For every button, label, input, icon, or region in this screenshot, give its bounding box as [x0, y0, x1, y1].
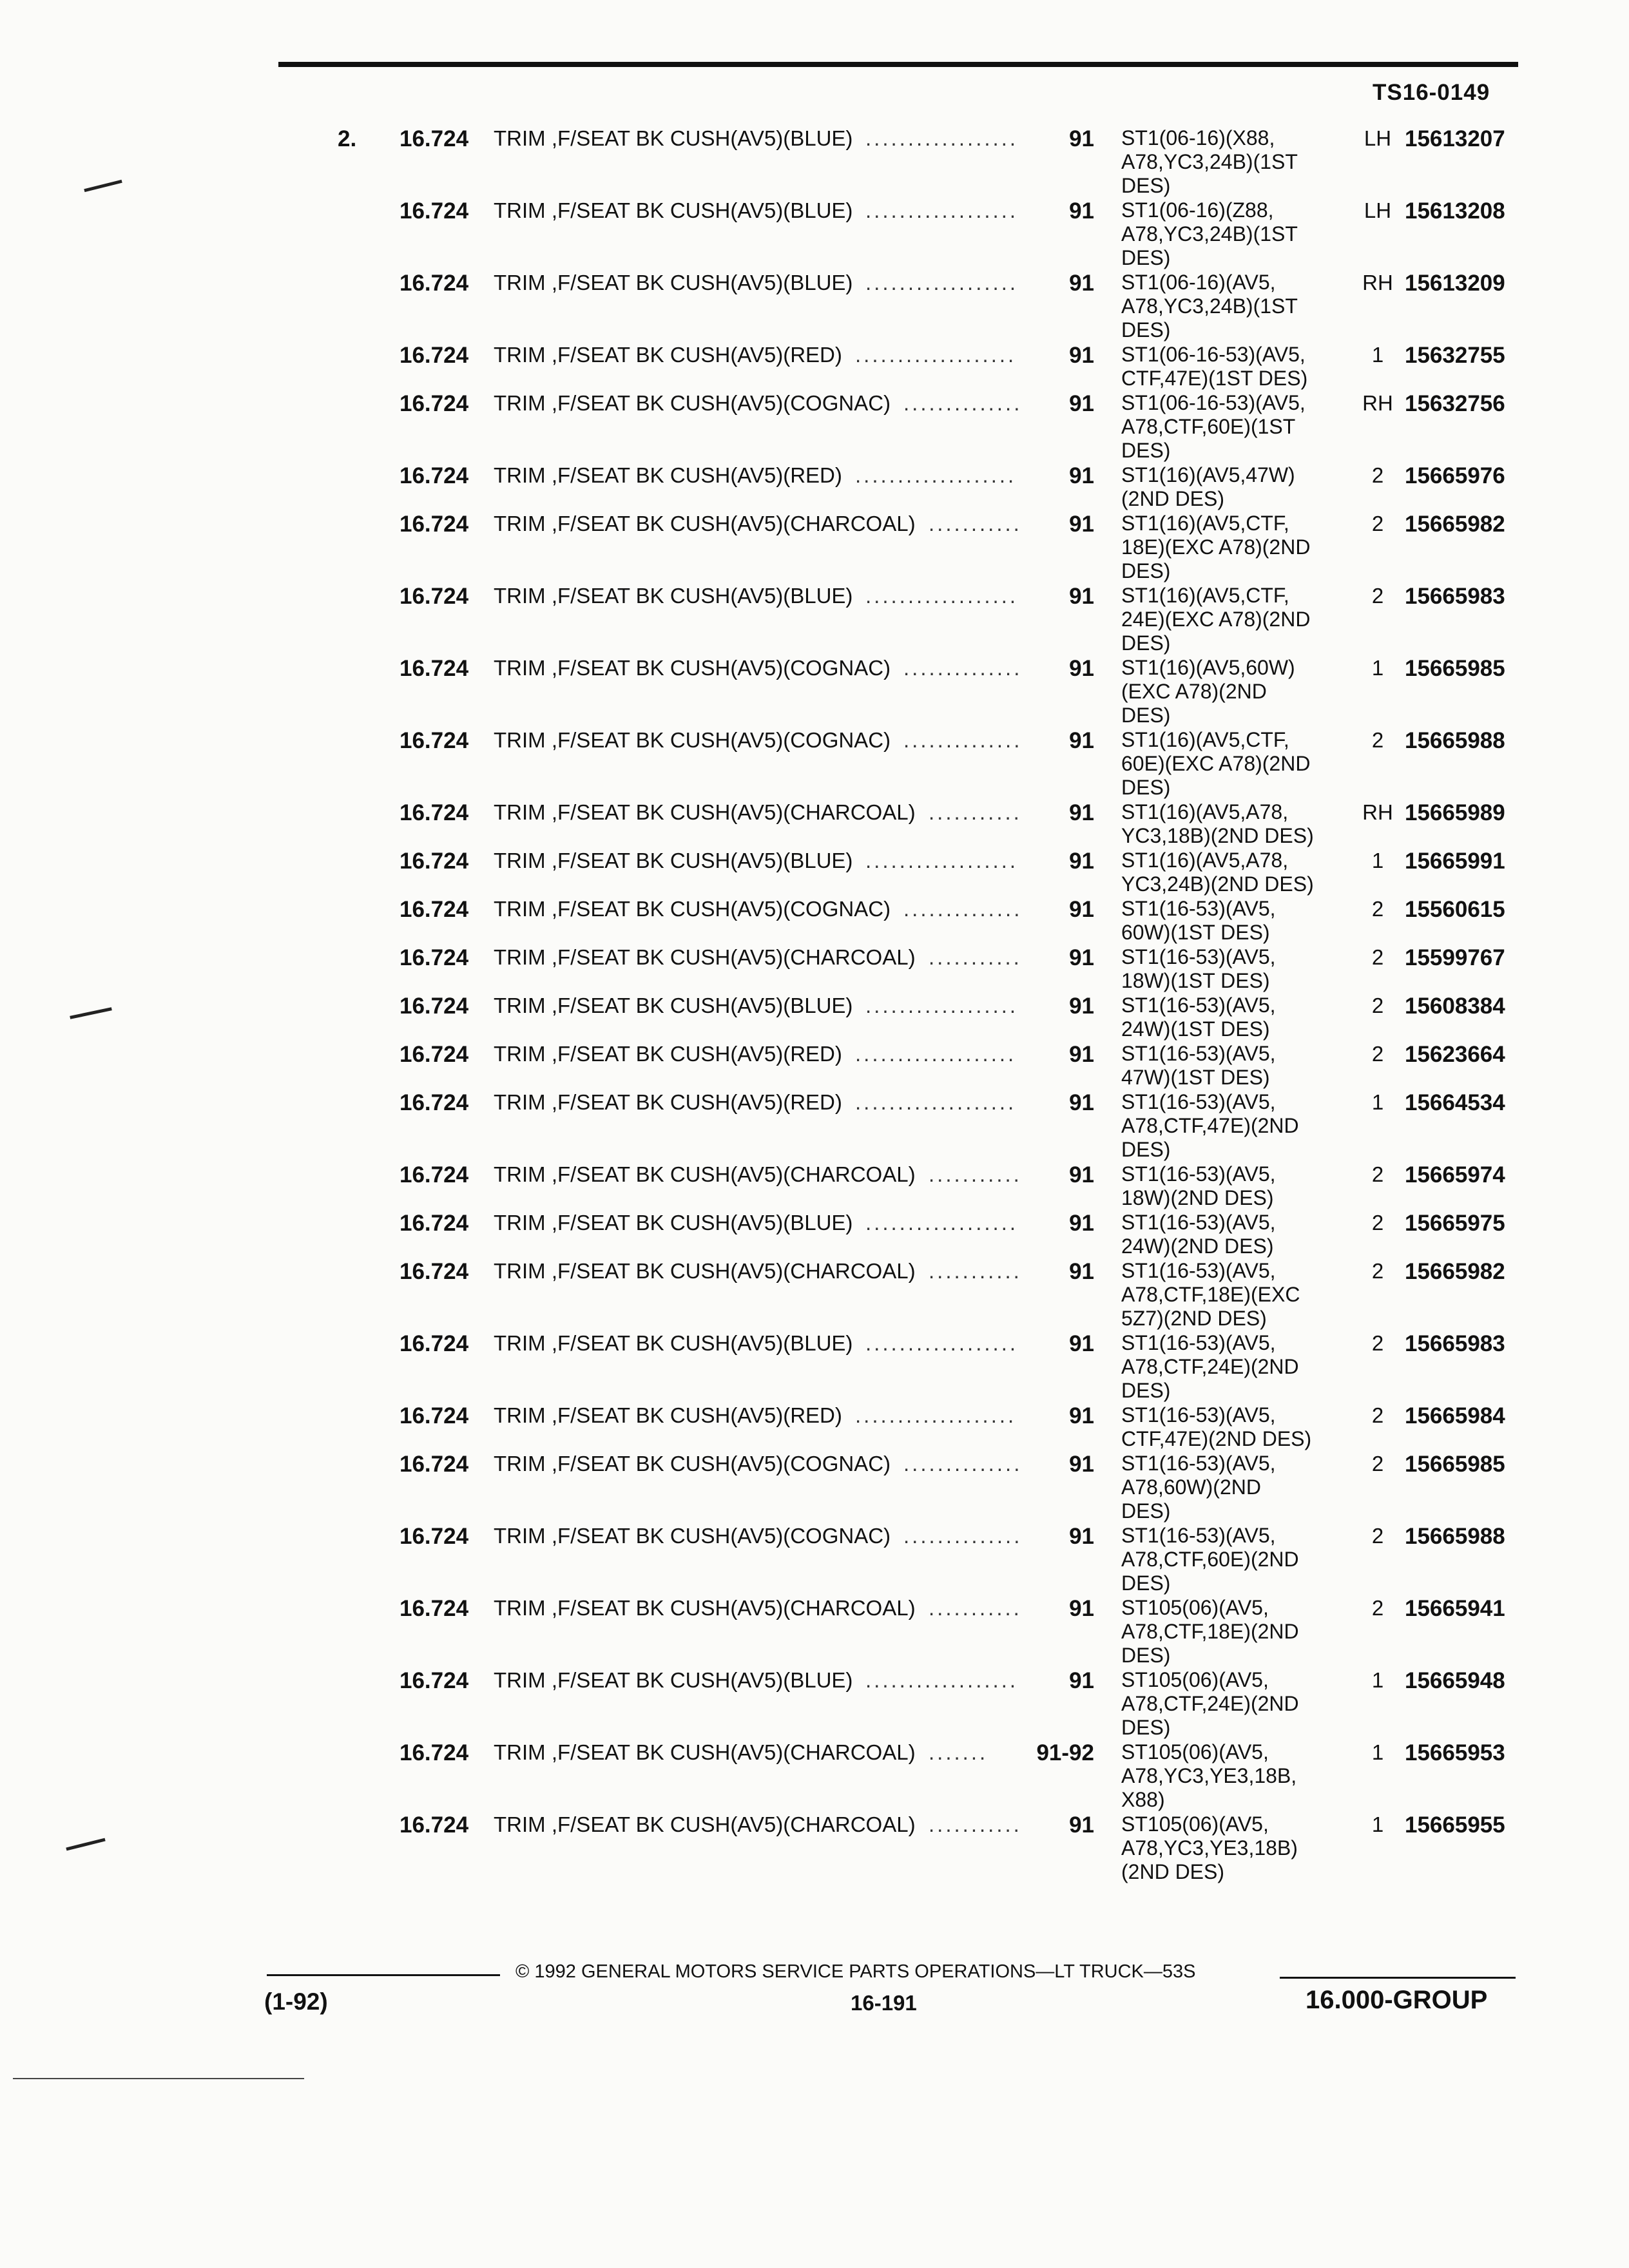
- quantity: 2: [1371, 512, 1384, 535]
- model-year: 91: [1069, 1259, 1094, 1284]
- quantity: LH: [1364, 126, 1392, 150]
- usage-notes: ST105(06)(AV5, A78,CTF,18E)(2ND DES): [1121, 1596, 1299, 1667]
- leader-dots: ...........: [929, 945, 1022, 969]
- leader-dots: ...........: [929, 512, 1022, 535]
- usage-notes: ST1(16)(AV5,CTF, 24E)(EXC A78)(2ND DES): [1121, 584, 1311, 655]
- usage-notes: ST1(16-53)(AV5, A78,60W)(2ND DES): [1121, 1452, 1276, 1523]
- part-description: TRIM ,F/SEAT BK CUSH(AV5)(BLUE): [494, 126, 853, 150]
- leader-dots: ..................: [865, 584, 1019, 608]
- leader-dots: ..............: [903, 897, 1023, 921]
- quantity: 2: [1371, 1403, 1384, 1427]
- model-year: 91: [1069, 656, 1094, 681]
- quantity: 2: [1371, 1259, 1384, 1283]
- leader-dots: ..............: [903, 1524, 1023, 1548]
- model-year: 91: [1069, 584, 1094, 609]
- usage-notes: ST1(16-53)(AV5, 47W)(1ST DES): [1121, 1042, 1276, 1089]
- usage-notes: ST1(16-53)(AV5, A78,CTF,24E)(2ND DES): [1121, 1331, 1299, 1402]
- part-description: TRIM ,F/SEAT BK CUSH(AV5)(RED): [494, 1403, 842, 1427]
- part-code: 16.724: [400, 1668, 469, 1693]
- leader-dots: ..............: [903, 1452, 1023, 1475]
- part-description: TRIM ,F/SEAT BK CUSH(AV5)(COGNAC): [494, 1452, 891, 1475]
- part-description: TRIM ,F/SEAT BK CUSH(AV5)(COGNAC): [494, 391, 891, 415]
- usage-notes: ST1(16)(AV5,A78, YC3,18B)(2ND DES): [1121, 800, 1314, 847]
- model-year: 91: [1069, 1211, 1094, 1236]
- model-year: 91: [1069, 1403, 1094, 1428]
- part-number: 15665974: [1405, 1162, 1505, 1187]
- model-year: 91: [1069, 1452, 1094, 1477]
- part-code: 16.724: [400, 1524, 469, 1549]
- leader-dots: ..................: [865, 1211, 1019, 1235]
- usage-notes: ST1(16-53)(AV5, A78,CTF,18E)(EXC 5Z7)(2ND DES): [1121, 1259, 1300, 1330]
- part-code: 16.724: [400, 1403, 469, 1428]
- footer-date: (1-92): [264, 1988, 328, 2015]
- model-year: 91: [1069, 198, 1094, 224]
- part-code: 16.724: [400, 1042, 469, 1067]
- usage-notes: ST1(16)(AV5,60W) (EXC A78)(2ND DES): [1121, 656, 1295, 727]
- leader-dots: ..................: [865, 994, 1019, 1017]
- quantity: 1: [1371, 1090, 1384, 1114]
- quantity: 2: [1371, 1452, 1384, 1475]
- part-description: TRIM ,F/SEAT BK CUSH(AV5)(RED): [494, 343, 842, 367]
- usage-notes: ST1(16-53)(AV5, 24W)(2ND DES): [1121, 1211, 1276, 1258]
- part-description: TRIM ,F/SEAT BK CUSH(AV5)(CHARCOAL): [494, 1740, 916, 1764]
- footer-group: 16.000-GROUP: [1306, 1986, 1488, 2014]
- part-number: 15613207: [1405, 126, 1505, 151]
- footer-copyright: © 1992 GENERAL MOTORS SERVICE PARTS OPERATIONS—LT TRUCK—53S: [516, 1961, 1196, 1982]
- part-description: TRIM ,F/SEAT BK CUSH(AV5)(COGNAC): [494, 728, 891, 752]
- part-code: 16.724: [400, 1452, 469, 1477]
- quantity: 2: [1371, 994, 1384, 1017]
- part-number: 15665955: [1405, 1812, 1505, 1838]
- usage-notes: ST1(16-53)(AV5, A78,CTF,60E)(2ND DES): [1121, 1524, 1299, 1595]
- part-number: 15665953: [1405, 1740, 1505, 1765]
- usage-notes: ST1(16)(AV5,47W) (2ND DES): [1121, 463, 1295, 510]
- usage-notes: ST1(16)(AV5,CTF, 18E)(EXC A78)(2ND DES): [1121, 512, 1311, 582]
- model-year: 91: [1069, 1668, 1094, 1693]
- part-number: 15665984: [1405, 1403, 1505, 1428]
- part-number: 15665948: [1405, 1668, 1505, 1693]
- part-number: 15665975: [1405, 1211, 1505, 1236]
- usage-notes: ST1(06-16-53)(AV5, A78,CTF,60E)(1ST DES): [1121, 391, 1306, 462]
- usage-notes: ST105(06)(AV5, A78,CTF,24E)(2ND DES): [1121, 1668, 1299, 1739]
- part-description: TRIM ,F/SEAT BK CUSH(AV5)(BLUE): [494, 1668, 853, 1692]
- quantity: 2: [1371, 584, 1384, 608]
- leader-dots: ...........: [929, 1259, 1022, 1283]
- quantity: 2: [1371, 945, 1384, 969]
- quantity: 2: [1371, 1331, 1384, 1355]
- part-number: 15665988: [1405, 728, 1505, 753]
- part-description: TRIM ,F/SEAT BK CUSH(AV5)(BLUE): [494, 198, 853, 222]
- part-number: 15665941: [1405, 1596, 1505, 1621]
- leader-dots: ...................: [855, 1042, 1017, 1066]
- margin-mark: [66, 1838, 105, 1851]
- part-description: TRIM ,F/SEAT BK CUSH(AV5)(CHARCOAL): [494, 800, 916, 824]
- leader-dots: ...................: [855, 343, 1017, 367]
- model-year: 91: [1069, 391, 1094, 416]
- footer-rule-right: [1280, 1977, 1516, 1979]
- model-year: 91: [1069, 1042, 1094, 1067]
- top-rule: [278, 62, 1518, 67]
- part-code: 16.724: [400, 1596, 469, 1621]
- part-description: TRIM ,F/SEAT BK CUSH(AV5)(BLUE): [494, 994, 853, 1017]
- part-number: 15665985: [1405, 656, 1505, 681]
- part-code: 16.724: [400, 198, 469, 224]
- part-description: TRIM ,F/SEAT BK CUSH(AV5)(BLUE): [494, 271, 853, 294]
- part-number: 15665985: [1405, 1452, 1505, 1477]
- part-number: 15632755: [1405, 343, 1505, 368]
- part-number: 15664534: [1405, 1090, 1505, 1115]
- leader-dots: ...................: [855, 1090, 1017, 1114]
- leader-dots: ..............: [903, 391, 1023, 415]
- part-description: TRIM ,F/SEAT BK CUSH(AV5)(BLUE): [494, 849, 853, 872]
- part-code: 16.724: [400, 126, 469, 151]
- part-code: 16.724: [400, 1259, 469, 1284]
- quantity: 2: [1371, 1524, 1384, 1548]
- footer-page-number: 16-191: [851, 1991, 917, 2015]
- model-year: 91: [1069, 1812, 1094, 1838]
- part-number: 15665991: [1405, 849, 1505, 874]
- leader-dots: ...................: [855, 463, 1017, 487]
- model-year: 91: [1069, 728, 1094, 753]
- item-number: 2.: [338, 126, 357, 151]
- leader-dots: ...........: [929, 1596, 1022, 1620]
- part-code: 16.724: [400, 656, 469, 681]
- usage-notes: ST1(06-16)(Z88, A78,YC3,24B)(1ST DES): [1121, 198, 1298, 269]
- part-number: 15665982: [1405, 512, 1505, 537]
- part-number: 15599767: [1405, 945, 1505, 970]
- model-year: 91: [1069, 343, 1094, 368]
- usage-notes: ST1(16)(AV5,CTF, 60E)(EXC A78)(2ND DES): [1121, 728, 1311, 799]
- part-number: 15560615: [1405, 897, 1505, 922]
- leader-dots: ..................: [865, 126, 1019, 150]
- part-code: 16.724: [400, 728, 469, 753]
- part-description: TRIM ,F/SEAT BK CUSH(AV5)(CHARCOAL): [494, 512, 916, 535]
- part-code: 16.724: [400, 800, 469, 825]
- part-code: 16.724: [400, 1812, 469, 1838]
- usage-notes: ST1(06-16)(AV5, A78,YC3,24B)(1ST DES): [1121, 271, 1298, 341]
- leader-dots: ..................: [865, 271, 1019, 294]
- model-year: 91: [1069, 1162, 1094, 1187]
- part-description: TRIM ,F/SEAT BK CUSH(AV5)(RED): [494, 1042, 842, 1066]
- quantity: 2: [1371, 1596, 1384, 1620]
- usage-notes: ST1(16-53)(AV5, 60W)(1ST DES): [1121, 897, 1276, 944]
- quantity: 2: [1371, 1211, 1384, 1235]
- leader-dots: ...........: [929, 1162, 1022, 1186]
- quantity: RH: [1362, 271, 1393, 294]
- quantity: 1: [1371, 1812, 1384, 1836]
- quantity: 2: [1371, 897, 1384, 921]
- model-year: 91: [1069, 945, 1094, 970]
- model-year: 91: [1069, 897, 1094, 922]
- leader-dots: ..................: [865, 1668, 1019, 1692]
- model-year: 91: [1069, 271, 1094, 296]
- part-number: 15665983: [1405, 1331, 1505, 1356]
- model-year: 91: [1069, 800, 1094, 825]
- quantity: 1: [1371, 1668, 1384, 1692]
- part-number: 15613208: [1405, 198, 1505, 224]
- part-code: 16.724: [400, 849, 469, 874]
- model-year: 91-92: [1036, 1740, 1094, 1765]
- usage-notes: ST1(16-53)(AV5, 18W)(1ST DES): [1121, 945, 1276, 992]
- model-year: 91: [1069, 1331, 1094, 1356]
- part-code: 16.724: [400, 391, 469, 416]
- part-code: 16.724: [400, 897, 469, 922]
- part-number: 15665989: [1405, 800, 1505, 825]
- leader-dots: ..................: [865, 1331, 1019, 1355]
- part-code: 16.724: [400, 1740, 469, 1765]
- margin-mark: [70, 1007, 112, 1019]
- usage-notes: ST105(06)(AV5, A78,YC3,YE3,18B, X88): [1121, 1740, 1297, 1811]
- leader-dots: ...................: [855, 1403, 1017, 1427]
- usage-notes: ST1(16-53)(AV5, 18W)(2ND DES): [1121, 1162, 1276, 1209]
- quantity: 1: [1371, 849, 1384, 872]
- part-code: 16.724: [400, 463, 469, 488]
- part-description: TRIM ,F/SEAT BK CUSH(AV5)(BLUE): [494, 1331, 853, 1355]
- model-year: 91: [1069, 849, 1094, 874]
- usage-notes: ST1(16-53)(AV5, CTF,47E)(2ND DES): [1121, 1403, 1312, 1450]
- part-code: 16.724: [400, 1162, 469, 1187]
- model-year: 91: [1069, 994, 1094, 1019]
- part-number: 15665983: [1405, 584, 1505, 609]
- quantity: 1: [1371, 343, 1384, 367]
- part-description: TRIM ,F/SEAT BK CUSH(AV5)(CHARCOAL): [494, 1812, 916, 1836]
- part-description: TRIM ,F/SEAT BK CUSH(AV5)(CHARCOAL): [494, 1162, 916, 1186]
- part-description: TRIM ,F/SEAT BK CUSH(AV5)(RED): [494, 463, 842, 487]
- part-code: 16.724: [400, 271, 469, 296]
- part-number: 15665982: [1405, 1259, 1505, 1284]
- part-description: TRIM ,F/SEAT BK CUSH(AV5)(BLUE): [494, 1211, 853, 1235]
- quantity: 1: [1371, 1740, 1384, 1764]
- part-description: TRIM ,F/SEAT BK CUSH(AV5)(COGNAC): [494, 1524, 891, 1548]
- part-number: 15608384: [1405, 994, 1505, 1019]
- model-year: 91: [1069, 1090, 1094, 1115]
- leader-dots: ..............: [903, 656, 1023, 680]
- part-number: 15632756: [1405, 391, 1505, 416]
- part-description: TRIM ,F/SEAT BK CUSH(AV5)(RED): [494, 1090, 842, 1114]
- quantity: 2: [1371, 1042, 1384, 1066]
- quantity: 1: [1371, 656, 1384, 680]
- margin-mark: [84, 180, 122, 192]
- leader-dots: ..............: [903, 728, 1023, 752]
- part-code: 16.724: [400, 1211, 469, 1236]
- part-code: 16.724: [400, 584, 469, 609]
- part-number: 15665976: [1405, 463, 1505, 488]
- leader-dots: ...........: [929, 1812, 1022, 1836]
- usage-notes: ST1(16-53)(AV5, 24W)(1ST DES): [1121, 994, 1276, 1041]
- leader-dots: ...........: [929, 800, 1022, 824]
- page-id: TS16-0149: [1373, 80, 1490, 105]
- part-code: 16.724: [400, 1331, 469, 1356]
- part-description: TRIM ,F/SEAT BK CUSH(AV5)(COGNAC): [494, 656, 891, 680]
- bottom-edge-rule: [13, 2078, 304, 2079]
- quantity: LH: [1364, 198, 1392, 222]
- model-year: 91: [1069, 126, 1094, 151]
- quantity: RH: [1362, 391, 1393, 415]
- usage-notes: ST1(16-53)(AV5, A78,CTF,47E)(2ND DES): [1121, 1090, 1299, 1161]
- part-description: TRIM ,F/SEAT BK CUSH(AV5)(COGNAC): [494, 897, 891, 921]
- part-description: TRIM ,F/SEAT BK CUSH(AV5)(CHARCOAL): [494, 1259, 916, 1283]
- leader-dots: ..................: [865, 198, 1019, 222]
- footer-rule-left: [267, 1974, 500, 1976]
- model-year: 91: [1069, 463, 1094, 488]
- quantity: 2: [1371, 728, 1384, 752]
- model-year: 91: [1069, 1596, 1094, 1621]
- quantity: RH: [1362, 800, 1393, 824]
- usage-notes: ST105(06)(AV5, A78,YC3,YE3,18B) (2ND DES): [1121, 1812, 1298, 1883]
- model-year: 91: [1069, 1524, 1094, 1549]
- part-number: 15613209: [1405, 271, 1505, 296]
- part-code: 16.724: [400, 512, 469, 537]
- usage-notes: ST1(06-16-53)(AV5, CTF,47E)(1ST DES): [1121, 343, 1308, 390]
- quantity: 2: [1371, 1162, 1384, 1186]
- part-description: TRIM ,F/SEAT BK CUSH(AV5)(BLUE): [494, 584, 853, 608]
- part-description: TRIM ,F/SEAT BK CUSH(AV5)(CHARCOAL): [494, 945, 916, 969]
- part-number: 15665988: [1405, 1524, 1505, 1549]
- part-number: 15623664: [1405, 1042, 1505, 1067]
- part-code: 16.724: [400, 343, 469, 368]
- part-code: 16.724: [400, 1090, 469, 1115]
- quantity: 2: [1371, 463, 1384, 487]
- usage-notes: ST1(06-16)(X88, A78,YC3,24B)(1ST DES): [1121, 126, 1298, 197]
- leader-dots: .......: [929, 1740, 988, 1764]
- usage-notes: ST1(16)(AV5,A78, YC3,24B)(2ND DES): [1121, 849, 1314, 896]
- leader-dots: ..................: [865, 849, 1019, 872]
- model-year: 91: [1069, 512, 1094, 537]
- part-description: TRIM ,F/SEAT BK CUSH(AV5)(CHARCOAL): [494, 1596, 916, 1620]
- part-code: 16.724: [400, 945, 469, 970]
- part-code: 16.724: [400, 994, 469, 1019]
